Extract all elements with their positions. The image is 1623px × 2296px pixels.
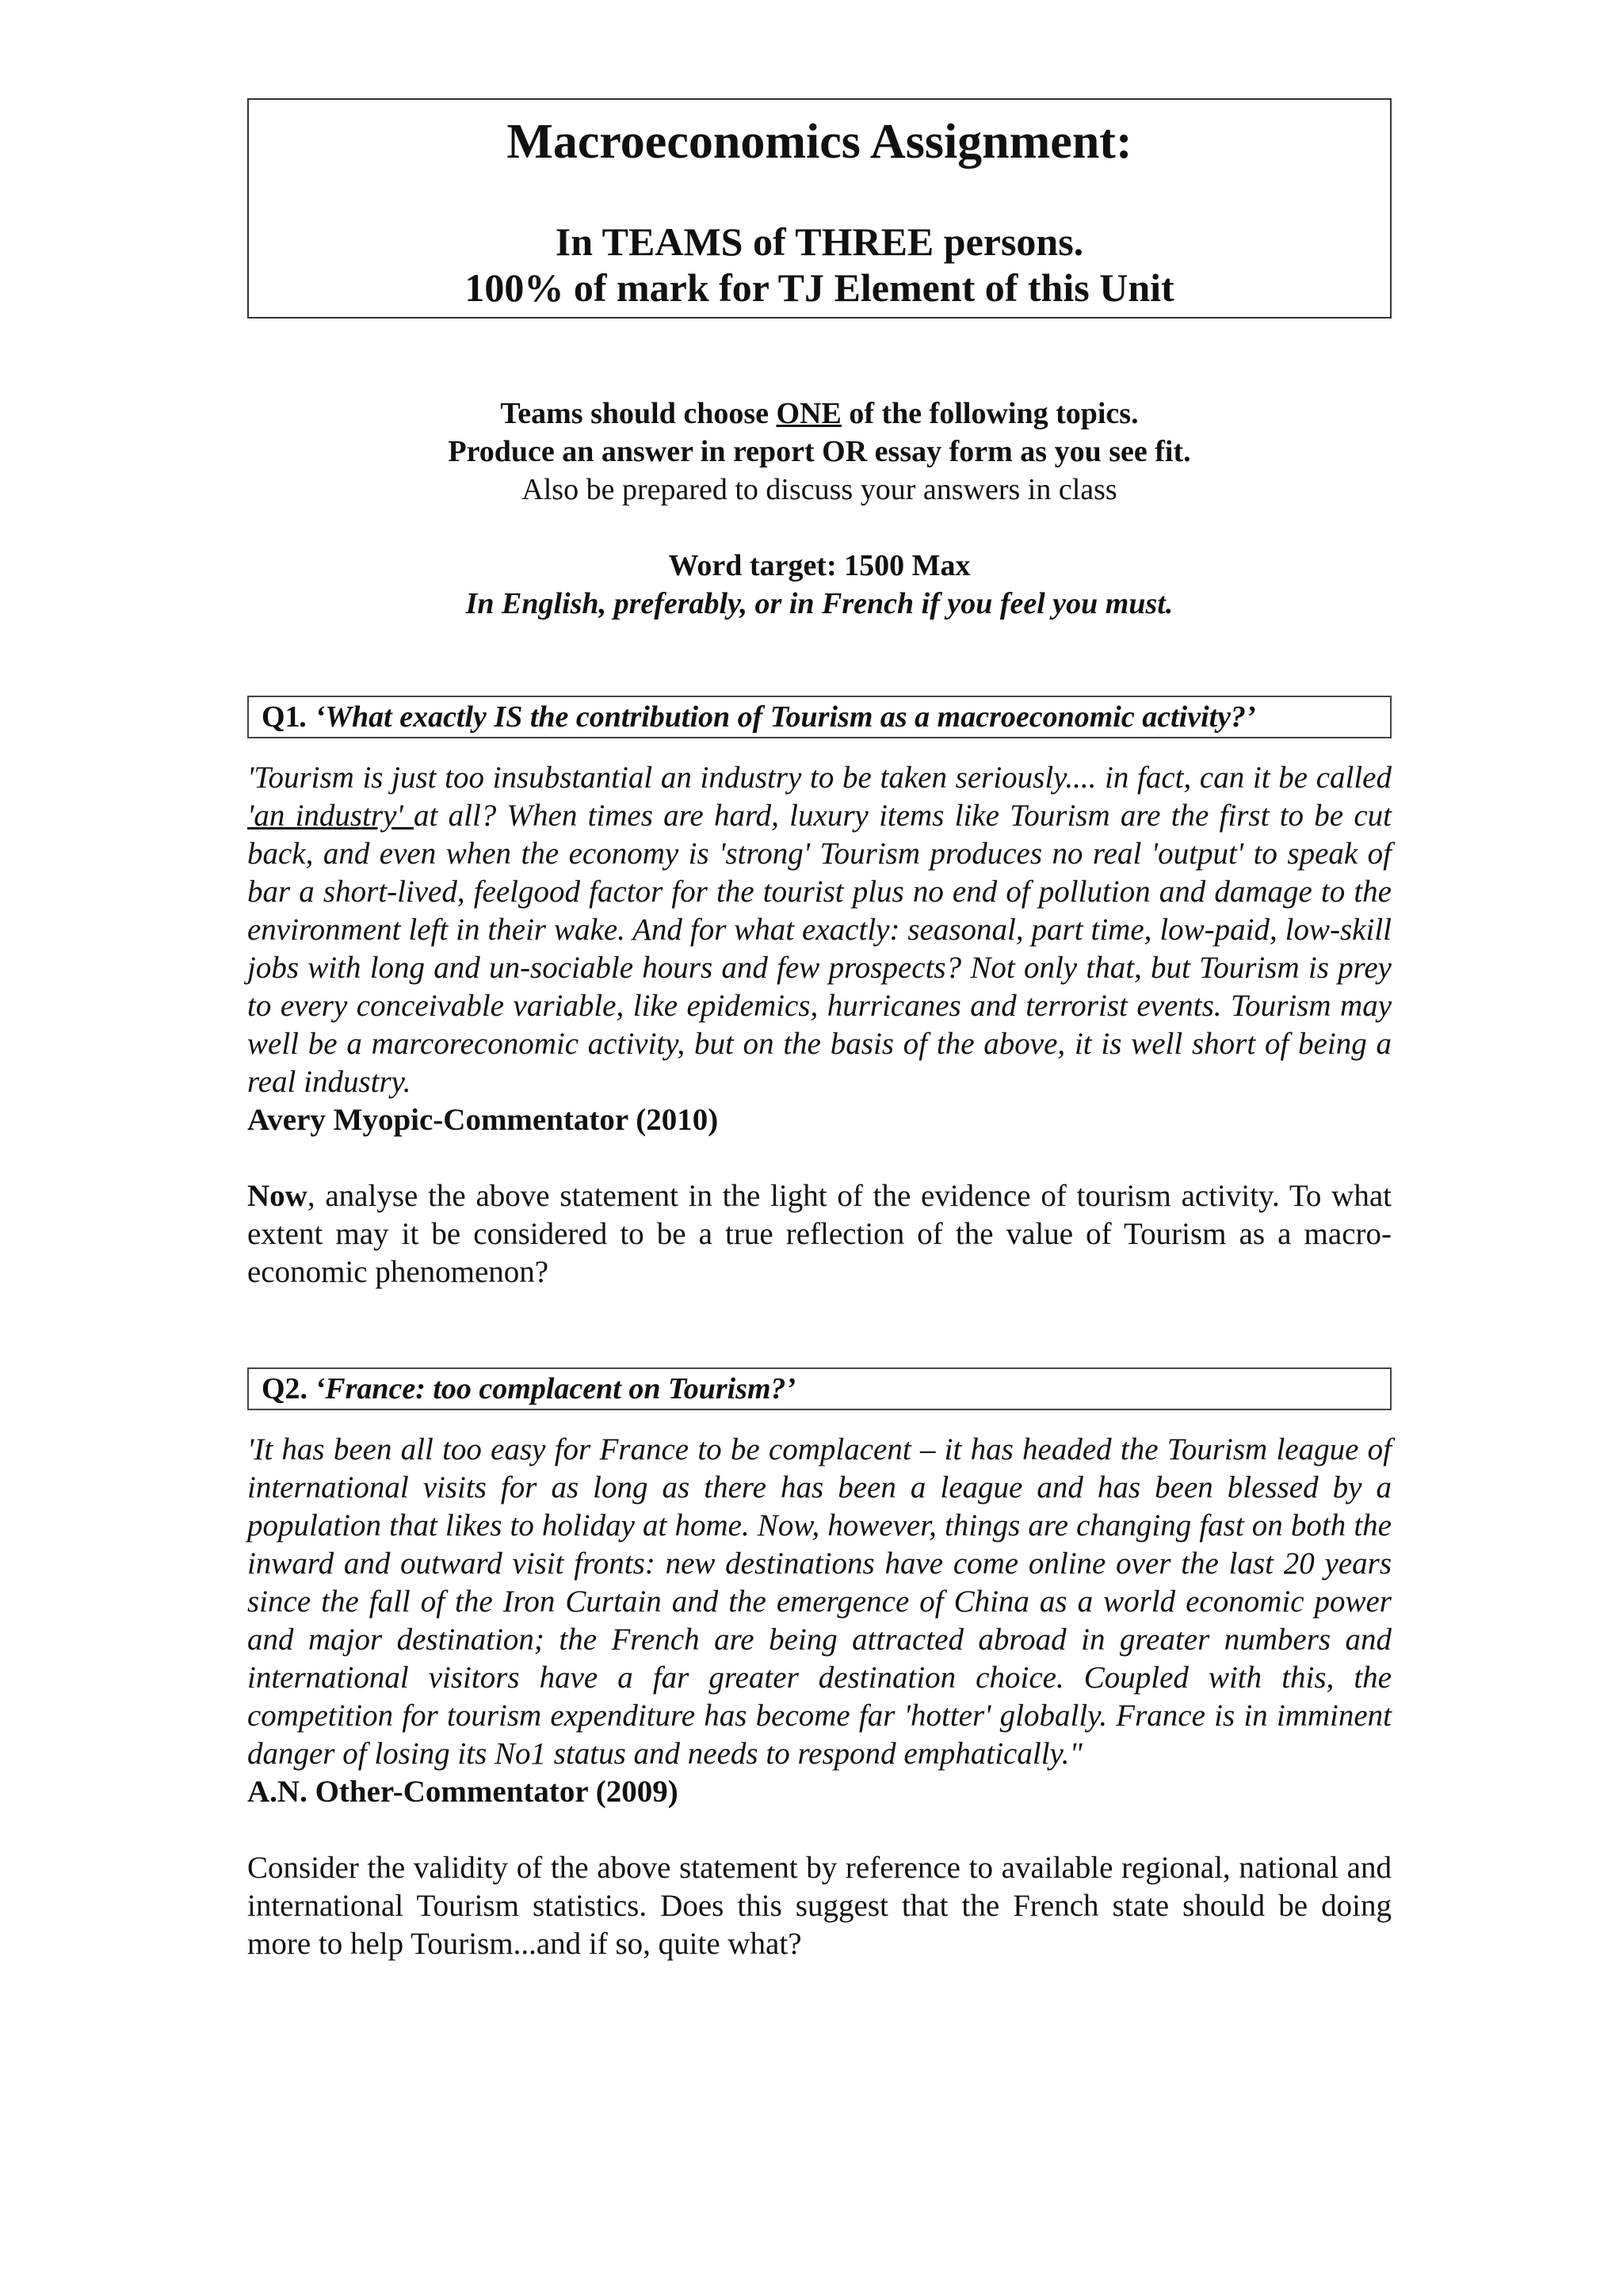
instruction-choose-topic: Teams should choose ONE of the following topics. (500, 397, 1139, 430)
document-title: Macroeconomics Assignment: (506, 115, 1132, 169)
q2-task: Consider the validity of the above statement by reference to available regional, national and international Tourism statistics. Does this suggest that the French state should be doing more to help Tourism...and if so, quite what? (247, 1851, 1392, 1961)
q2-number: Q2. (262, 1372, 308, 1405)
instruction-discuss: Also be prepared to discuss your answers in class (521, 473, 1117, 506)
marking-line: 100% of mark for TJ Element of this Unit (464, 265, 1174, 310)
q2-author: A.N. Other-Commentator (2009) (247, 1775, 678, 1809)
q1-task: Now, analyse the above statement in the light of the evidence of tourism activity. To what extent may it be considered to be a true reflection of the value of Tourism as a macro-economic phenomenon? (247, 1179, 1392, 1289)
document-page (247, 98, 1392, 1963)
q1-number: Q1 (262, 700, 300, 734)
q2-quote: 'It has been all too easy for France to be complacent – it has headed the Tourism league of international visits for as long as there has been a league and has been blessed by a population that likes to holiday at home. Now, however, things are changing fast on both the inward and outward visit fronts: new destinations have come online over the last 20 years since the fall of the Iron Curtain and the emergence of China as a world economic power and major destination; the French are being attracted abroad in greater numbers and international visitors have a far greater destination choice. Coupled with this, the competition for tourism expenditure has become far 'hotter' globally. France is in imminent danger of losing its No1 status and needs to respond emphatically." (247, 1432, 1392, 1771)
q1-author: Avery Myopic-Commentator (2010) (247, 1103, 719, 1137)
q1-quote: 'Tourism is just too insubstantial an industry to be taken seriously.... in fact, can it be called 'an industry' at all? When times are hard, luxury items like Tourism are the first to be cut back, and even when the economy is 'strong' Tourism produces no real 'output' to speak of bar a short-lived, feelgood factor for the tourist plus no end of pollution and damage to the environment left in their wake. And for what exactly: seasonal, part time, low-paid, low-skill jobs with long and un-sociable hours and few prospects? Not only that, but Tourism is prey to every conceivable variable, like epidemics, hurricanes and terrorist events. Tourism may well be a marcoreconomic activity, but on the basis of the above, it is well short of being a real industry. (247, 761, 1392, 1099)
q2-title: ‘France: too complacent on Tourism?’ (307, 1372, 796, 1405)
q1-heading-box (247, 696, 1392, 738)
q2-heading-box (247, 1367, 1392, 1410)
one-emphasis: ONE (776, 397, 842, 430)
team-size-line: In TEAMS of THREE persons. (555, 219, 1084, 264)
instructions-block (247, 395, 1392, 623)
word-target: Word target: 1500 Max (668, 549, 971, 582)
language-note: In English, preferably, or in French if you feel you must. (465, 587, 1174, 620)
instruction-answer-form: Produce an answer in report OR essay form as you see fit. (448, 435, 1191, 468)
q1-title: . ‘What exactly IS the contribution of Tourism as a macroeconomic activity?’ (300, 700, 1256, 734)
title-box (247, 98, 1392, 318)
